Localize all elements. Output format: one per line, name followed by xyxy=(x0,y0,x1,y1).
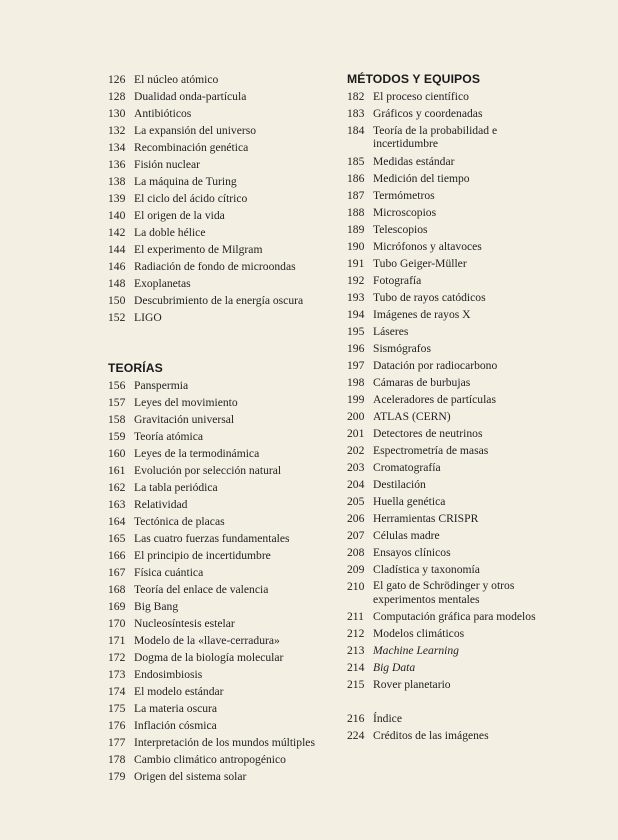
entry-title: Interpretación de los mundos múltiples xyxy=(134,736,315,749)
toc-entry[interactable] xyxy=(108,122,333,139)
toc-entry[interactable] xyxy=(108,734,333,751)
toc-entry[interactable] xyxy=(108,88,333,105)
toc-entry[interactable] xyxy=(108,496,333,513)
entry-title: Aceleradores de partículas xyxy=(373,392,496,406)
toc-entry[interactable] xyxy=(347,710,597,727)
page-number: 136 xyxy=(108,158,126,171)
toc-section-back-matter xyxy=(347,710,597,744)
page-number: 167 xyxy=(108,566,126,579)
page-number: 126 xyxy=(108,73,126,86)
toc-entry[interactable] xyxy=(108,462,333,479)
toc-entry[interactable] xyxy=(108,173,333,190)
entry-title: Cambio climático antropogénico xyxy=(134,753,286,766)
toc-entry[interactable] xyxy=(108,751,333,768)
toc-entry[interactable] xyxy=(108,700,333,717)
page-number: 204 xyxy=(347,477,365,491)
toc-entry[interactable] xyxy=(347,204,597,221)
entry-title: Panspermia xyxy=(134,379,189,392)
section-heading-methods: MÉTODOS Y EQUIPOS xyxy=(347,72,481,86)
toc-entry[interactable] xyxy=(108,666,333,683)
toc-entry[interactable] xyxy=(108,71,333,88)
page-number: 186 xyxy=(347,171,365,185)
entry-title: Células madre xyxy=(373,528,440,542)
page-number: 213 xyxy=(347,644,365,658)
toc-entry[interactable] xyxy=(347,340,597,357)
entry-title: El modelo estándar xyxy=(134,685,224,698)
page-number: 208 xyxy=(347,545,365,559)
page-number: 206 xyxy=(347,511,365,525)
toc-entry[interactable] xyxy=(108,683,333,700)
entry-title: Micrófonos y altavoces xyxy=(373,239,482,253)
spacer xyxy=(108,326,333,343)
entry-title: El origen de la vida xyxy=(134,209,225,222)
page-number: 185 xyxy=(347,154,365,168)
entry-title: Dualidad onda-partícula xyxy=(134,90,247,103)
toc-entry[interactable] xyxy=(347,476,597,493)
entry-title: Gráficos y coordenadas xyxy=(373,107,483,120)
toc-entry[interactable] xyxy=(347,323,597,340)
entry-title: El gato de Schrödinger y otros experimentos mentales xyxy=(373,579,515,606)
page-number: 205 xyxy=(347,494,365,508)
page-number: 164 xyxy=(108,515,126,528)
toc-entry[interactable] xyxy=(108,598,333,615)
page-number: 173 xyxy=(108,668,126,681)
entry-title: Detectores de neutrinos xyxy=(373,426,483,440)
page-number: 182 xyxy=(347,90,365,103)
page-number: 188 xyxy=(347,205,365,219)
entry-title: Ensayos clínicos xyxy=(373,545,451,559)
page-number: 178 xyxy=(108,753,126,766)
page-number: 192 xyxy=(347,273,365,287)
toc-entry[interactable] xyxy=(108,258,333,275)
page-number: 163 xyxy=(108,498,126,511)
toc-entry[interactable] xyxy=(108,309,333,326)
entry-title: Modelo de la «llave-cerradura» xyxy=(134,634,280,647)
toc-entry[interactable] xyxy=(108,377,333,394)
entry-title: Descubrimiento de la energía oscura xyxy=(134,294,304,307)
entry-title: LIGO xyxy=(134,311,162,324)
toc-entry[interactable] xyxy=(347,578,597,609)
page-number: 158 xyxy=(108,413,126,426)
toc-entry[interactable] xyxy=(347,510,597,527)
page-number: 159 xyxy=(108,430,126,443)
page-number: 190 xyxy=(347,239,365,253)
toc-entry[interactable] xyxy=(347,153,597,170)
entry-title: El ciclo del ácido cítrico xyxy=(134,192,248,205)
page-number: 202 xyxy=(347,443,365,457)
entry-title: Machine Learning xyxy=(373,644,459,658)
page-number: 207 xyxy=(347,528,365,542)
toc-entry[interactable] xyxy=(108,275,333,292)
spacer xyxy=(347,693,597,710)
page-number: 187 xyxy=(347,188,365,202)
entry-title: La materia oscura xyxy=(134,702,218,715)
toc-entry[interactable] xyxy=(347,544,597,561)
page-number: 203 xyxy=(347,460,365,474)
entry-title: Cromatografía xyxy=(373,460,441,474)
entry-title: Exoplanetas xyxy=(134,277,191,290)
page-number: 198 xyxy=(347,375,365,389)
page-number: 132 xyxy=(108,124,126,137)
toc-entry[interactable] xyxy=(347,357,597,374)
page-number: 211 xyxy=(347,610,364,624)
entry-title: Gravitación universal xyxy=(134,413,235,426)
toc-entry[interactable] xyxy=(108,632,333,649)
entry-title: Imágenes de rayos X xyxy=(373,307,471,321)
page-number: 215 xyxy=(347,678,365,692)
entry-title: Destilación xyxy=(373,477,426,491)
toc-entry[interactable] xyxy=(347,170,597,187)
page-number: 199 xyxy=(347,392,365,406)
entry-title: Créditos de las imágenes xyxy=(373,729,489,743)
toc-entry[interactable] xyxy=(347,527,597,544)
entry-title: ATLAS (CERN) xyxy=(373,409,451,423)
page-number: 146 xyxy=(108,260,126,273)
toc-entry[interactable] xyxy=(108,513,333,530)
toc-entry[interactable] xyxy=(347,425,597,442)
entry-title: Tubo Geiger-Müller xyxy=(373,256,467,270)
entry-title: Cladística y taxonomía xyxy=(373,562,480,576)
page-number: 130 xyxy=(108,107,126,120)
toc-entry[interactable] xyxy=(108,292,333,309)
toc-entry[interactable] xyxy=(108,190,333,207)
entry-title: El experimento de Milgram xyxy=(134,243,263,256)
entry-title: Física cuántica xyxy=(134,566,204,579)
entry-title: Medidas estándar xyxy=(373,154,455,168)
page-number: 179 xyxy=(108,770,126,783)
page-number: 216 xyxy=(347,712,365,726)
page-number: 134 xyxy=(108,141,126,154)
toc-entry[interactable] xyxy=(347,306,597,323)
page-number: 161 xyxy=(108,464,126,477)
page-number: 165 xyxy=(108,532,126,545)
entry-title: La doble hélice xyxy=(134,226,206,239)
toc-entry[interactable] xyxy=(347,272,597,289)
page-number: 174 xyxy=(108,685,126,698)
entry-title: Teoría del enlace de valencia xyxy=(134,583,269,596)
page-number: 139 xyxy=(108,192,126,205)
page-number: 194 xyxy=(347,307,365,321)
toc-entry[interactable] xyxy=(108,615,333,632)
entry-title: Endosimbiosis xyxy=(134,668,203,681)
page-number: 150 xyxy=(108,294,126,307)
toc-entry[interactable] xyxy=(347,659,597,676)
entry-title: Relatividad xyxy=(134,498,188,511)
entry-title: El proceso científico xyxy=(373,90,469,103)
toc-entry[interactable] xyxy=(108,768,333,785)
page-number: 193 xyxy=(347,290,365,304)
entry-title: Radiación de fondo de microondas xyxy=(134,260,296,273)
section-heading-theories: TEORÍAS xyxy=(108,361,163,375)
toc-entry[interactable] xyxy=(108,139,333,156)
toc-entry[interactable] xyxy=(347,459,597,476)
page-number: 172 xyxy=(108,651,126,664)
entry-title: Nucleosíntesis estelar xyxy=(134,617,235,630)
page-number: 176 xyxy=(108,719,126,732)
page-number: 214 xyxy=(347,661,365,675)
toc-entry[interactable] xyxy=(108,479,333,496)
toc-entry[interactable] xyxy=(347,238,597,255)
toc-entry[interactable] xyxy=(108,530,333,547)
page-number: 160 xyxy=(108,447,126,460)
toc-entry[interactable] xyxy=(108,581,333,598)
toc-entry[interactable] xyxy=(347,608,597,625)
entry-title: Medición del tiempo xyxy=(373,171,470,185)
toc-entry[interactable] xyxy=(108,649,333,666)
page-number: 169 xyxy=(108,600,126,613)
entry-title: Inflación cósmica xyxy=(134,719,217,732)
entry-title: Telescopios xyxy=(373,222,428,236)
page-number: 210 xyxy=(347,579,365,593)
page-number: 177 xyxy=(108,736,126,749)
entry-title: La expansión del universo xyxy=(134,124,257,137)
toc-right-column xyxy=(347,71,597,744)
page-number: 128 xyxy=(108,90,126,103)
toc-entry[interactable] xyxy=(347,642,597,659)
entry-title: Datación por radiocarbono xyxy=(373,358,498,372)
page-number: 142 xyxy=(108,226,126,239)
entry-title: Termómetros xyxy=(373,188,435,202)
entry-title: Las cuatro fuerzas fundamentales xyxy=(134,532,290,545)
toc-entry[interactable] xyxy=(108,156,333,173)
entry-title: Herramientas CRISPR xyxy=(373,511,479,525)
page-number: 144 xyxy=(108,243,126,256)
toc-entry[interactable] xyxy=(347,88,597,105)
toc-entry[interactable] xyxy=(347,255,597,272)
toc-entry[interactable] xyxy=(108,224,333,241)
toc-entry[interactable] xyxy=(347,122,597,153)
entry-title: Fisión nuclear xyxy=(134,158,201,171)
page-number: 200 xyxy=(347,409,365,423)
page-number: 156 xyxy=(108,379,126,392)
page-number: 195 xyxy=(347,324,365,338)
toc-left-column xyxy=(108,71,333,785)
toc-entry[interactable] xyxy=(347,727,597,744)
toc-entry[interactable] xyxy=(347,625,597,642)
page-number: 168 xyxy=(108,583,126,596)
toc-entry[interactable] xyxy=(108,428,333,445)
toc-entry[interactable] xyxy=(347,442,597,459)
toc-entry[interactable] xyxy=(347,105,597,122)
page-number: 212 xyxy=(347,627,365,641)
entry-title: Dogma de la biología molecular xyxy=(134,651,284,664)
toc-entry[interactable] xyxy=(108,394,333,411)
entry-title: Leyes de la termodinámica xyxy=(134,447,260,460)
toc-section-intro xyxy=(108,71,333,326)
toc-section-methods xyxy=(347,71,597,693)
page-number: 197 xyxy=(347,358,365,372)
page-number: 183 xyxy=(347,107,365,120)
toc-entry[interactable] xyxy=(108,105,333,122)
entry-title: Microscopios xyxy=(373,205,437,219)
entry-title: Antibióticos xyxy=(134,107,192,120)
entry-title: El principio de incertidumbre xyxy=(134,549,271,562)
page-number: 209 xyxy=(347,562,365,576)
page-number: 162 xyxy=(108,481,126,494)
toc-entry[interactable] xyxy=(347,391,597,408)
entry-title: Índice xyxy=(373,712,402,726)
spacer xyxy=(108,343,333,360)
toc-section-theories xyxy=(108,360,333,785)
entry-title: Teoría de la probabilidad e incertidumbre xyxy=(373,123,498,151)
page-number: 152 xyxy=(108,311,126,324)
toc-entry[interactable] xyxy=(347,289,597,306)
page-number: 138 xyxy=(108,175,126,188)
entry-title: Leyes del movimiento xyxy=(134,396,238,409)
entry-title: Sismógrafos xyxy=(373,341,431,355)
page-number: 157 xyxy=(108,396,126,409)
toc-entry[interactable] xyxy=(347,676,597,693)
entry-title: El núcleo atómico xyxy=(134,73,219,86)
page-number: 224 xyxy=(347,729,365,743)
page-number: 196 xyxy=(347,341,365,355)
entry-title: Evolución por selección natural xyxy=(134,464,282,477)
toc-entry[interactable] xyxy=(108,207,333,224)
page-number: 175 xyxy=(108,702,126,715)
entry-title: Recombinación genética xyxy=(134,141,249,154)
page-number: 191 xyxy=(347,256,365,270)
entry-title: Tectónica de placas xyxy=(134,515,225,528)
page-number: 148 xyxy=(108,277,126,290)
toc-entry[interactable] xyxy=(108,564,333,581)
page-number: 184 xyxy=(347,124,365,137)
entry-title: Origen del sistema solar xyxy=(134,770,247,783)
entry-title: Huella genética xyxy=(373,494,446,508)
toc-entry[interactable] xyxy=(347,493,597,510)
toc-entry[interactable] xyxy=(108,445,333,462)
entry-title: La máquina de Turing xyxy=(134,175,237,188)
toc-entry[interactable] xyxy=(108,411,333,428)
entry-title: Big Bang xyxy=(134,600,179,613)
toc-entry[interactable] xyxy=(347,187,597,204)
toc-entry[interactable] xyxy=(347,374,597,391)
entry-title: La tabla periódica xyxy=(134,481,218,494)
toc-entry[interactable] xyxy=(347,408,597,425)
entry-title: Cámaras de burbujas xyxy=(373,375,471,389)
toc-entry[interactable] xyxy=(108,717,333,734)
entry-title: Teoría atómica xyxy=(134,430,204,443)
entry-title: Rover planetario xyxy=(373,678,451,692)
toc-entry[interactable] xyxy=(347,561,597,578)
page-number: 171 xyxy=(108,634,126,647)
page-number: 189 xyxy=(347,222,365,236)
page-number: 166 xyxy=(108,549,126,562)
page-number: 201 xyxy=(347,426,365,440)
entry-title: Láseres xyxy=(373,324,409,338)
toc-entry[interactable] xyxy=(347,221,597,238)
entry-title: Big Data xyxy=(373,661,416,675)
entry-title: Espectrometría de masas xyxy=(373,443,489,457)
page-number: 140 xyxy=(108,209,126,222)
entry-title: Fotografía xyxy=(373,273,422,287)
page-number: 170 xyxy=(108,617,126,630)
entry-title: Tubo de rayos catódicos xyxy=(373,290,486,304)
toc-entry[interactable] xyxy=(108,241,333,258)
entry-title: Computación gráfica para modelos xyxy=(373,610,536,624)
toc-entry[interactable] xyxy=(108,547,333,564)
entry-title: Modelos climáticos xyxy=(373,627,465,641)
